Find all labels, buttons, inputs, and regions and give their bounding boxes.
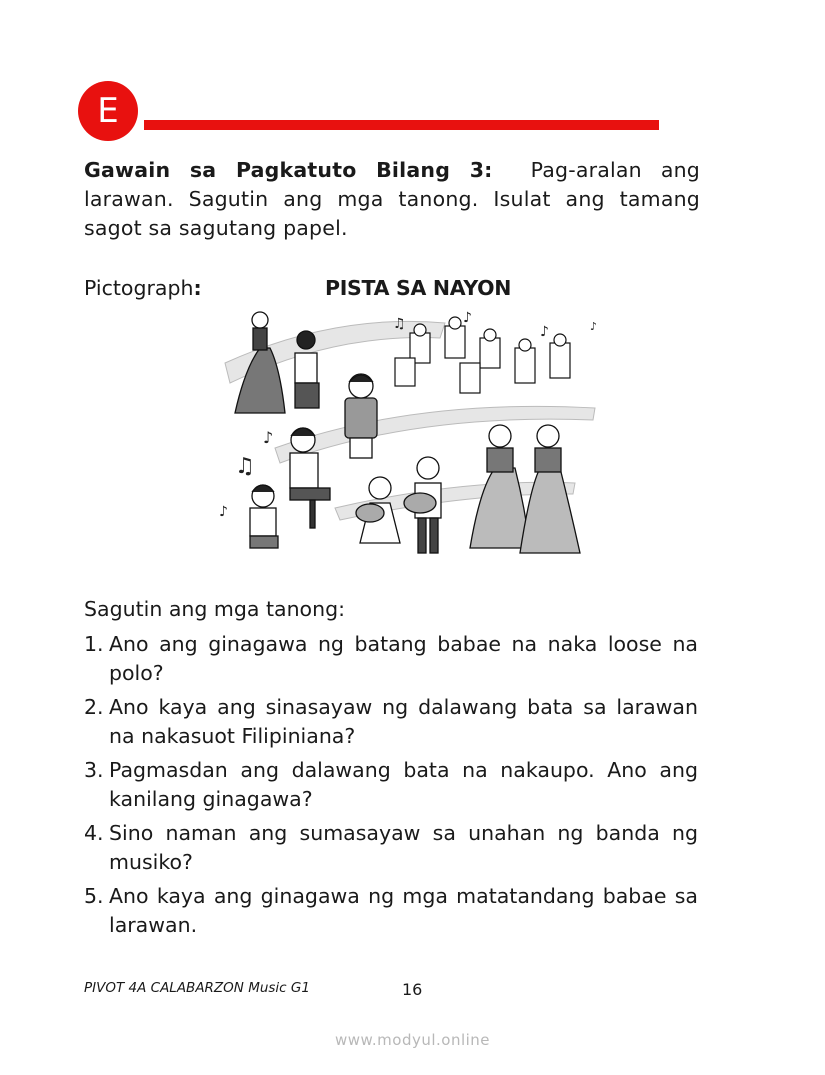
svg-text:♪: ♪ bbox=[263, 428, 274, 447]
activity-instructions bbox=[84, 156, 700, 243]
question-number: 4. bbox=[84, 821, 104, 845]
pictograph-title: PISTA SA NAYON bbox=[325, 276, 512, 300]
question-number: 2. bbox=[84, 695, 104, 719]
questions-heading: Sagutin ang mga tanong: bbox=[84, 597, 346, 621]
section-letter: E bbox=[97, 91, 119, 131]
svg-text:♫: ♫ bbox=[393, 316, 406, 332]
svg-text:♪: ♪ bbox=[590, 320, 598, 333]
question-item bbox=[84, 819, 698, 877]
seated-girl bbox=[250, 485, 278, 548]
svg-text:♪: ♪ bbox=[463, 310, 472, 326]
activity-text: Pag-aralan ang larawan. Sagutin ang mga tanong. Isulat ang tamang sagot sa sagutang papel. bbox=[84, 158, 701, 240]
question-number: 3. bbox=[84, 758, 104, 782]
pictograph-colon: : bbox=[193, 276, 202, 300]
question-item bbox=[84, 756, 698, 814]
loose-polo-girl bbox=[345, 374, 377, 458]
page-number: 16 bbox=[402, 980, 423, 999]
section-badge bbox=[78, 81, 138, 141]
question-list bbox=[84, 630, 698, 945]
question-item bbox=[84, 693, 698, 751]
svg-text:♫: ♫ bbox=[235, 454, 255, 479]
watermark: www.modyul.online bbox=[334, 1031, 491, 1049]
svg-text:♪: ♪ bbox=[540, 324, 549, 340]
question-text: Pagmasdan ang dalawang bata na nakaupo. Ano ang kanilang ginagawa? bbox=[109, 758, 698, 811]
question-text: Ano ang ginagawa ng batang babae na naka loose na polo? bbox=[109, 632, 698, 685]
question-text: Ano kaya ang ginagawa ng mga matatandang babae sa larawan. bbox=[109, 884, 698, 937]
fiesta-illustration bbox=[215, 308, 610, 578]
guitar-boy bbox=[404, 457, 441, 553]
svg-text:♪: ♪ bbox=[219, 504, 228, 520]
pictograph-label bbox=[84, 276, 202, 300]
question-item bbox=[84, 882, 698, 940]
pictograph-label-text: Pictograph bbox=[84, 276, 194, 300]
question-item bbox=[84, 630, 698, 688]
footer-source: PIVOT 4A CALABARZON Music G1 bbox=[84, 980, 310, 996]
activity-label: Gawain sa Pagkatuto Bilang 3: bbox=[84, 158, 493, 182]
section-divider bbox=[144, 120, 659, 130]
question-number: 1. bbox=[84, 632, 104, 656]
question-text: Sino naman ang sumasayaw sa unahan ng banda ng musiko? bbox=[109, 821, 698, 874]
question-text: Ano kaya ang sinasayaw ng dalawang bata sa larawan na nakasuot Filipiniana? bbox=[109, 695, 698, 748]
question-number: 5. bbox=[84, 884, 104, 908]
